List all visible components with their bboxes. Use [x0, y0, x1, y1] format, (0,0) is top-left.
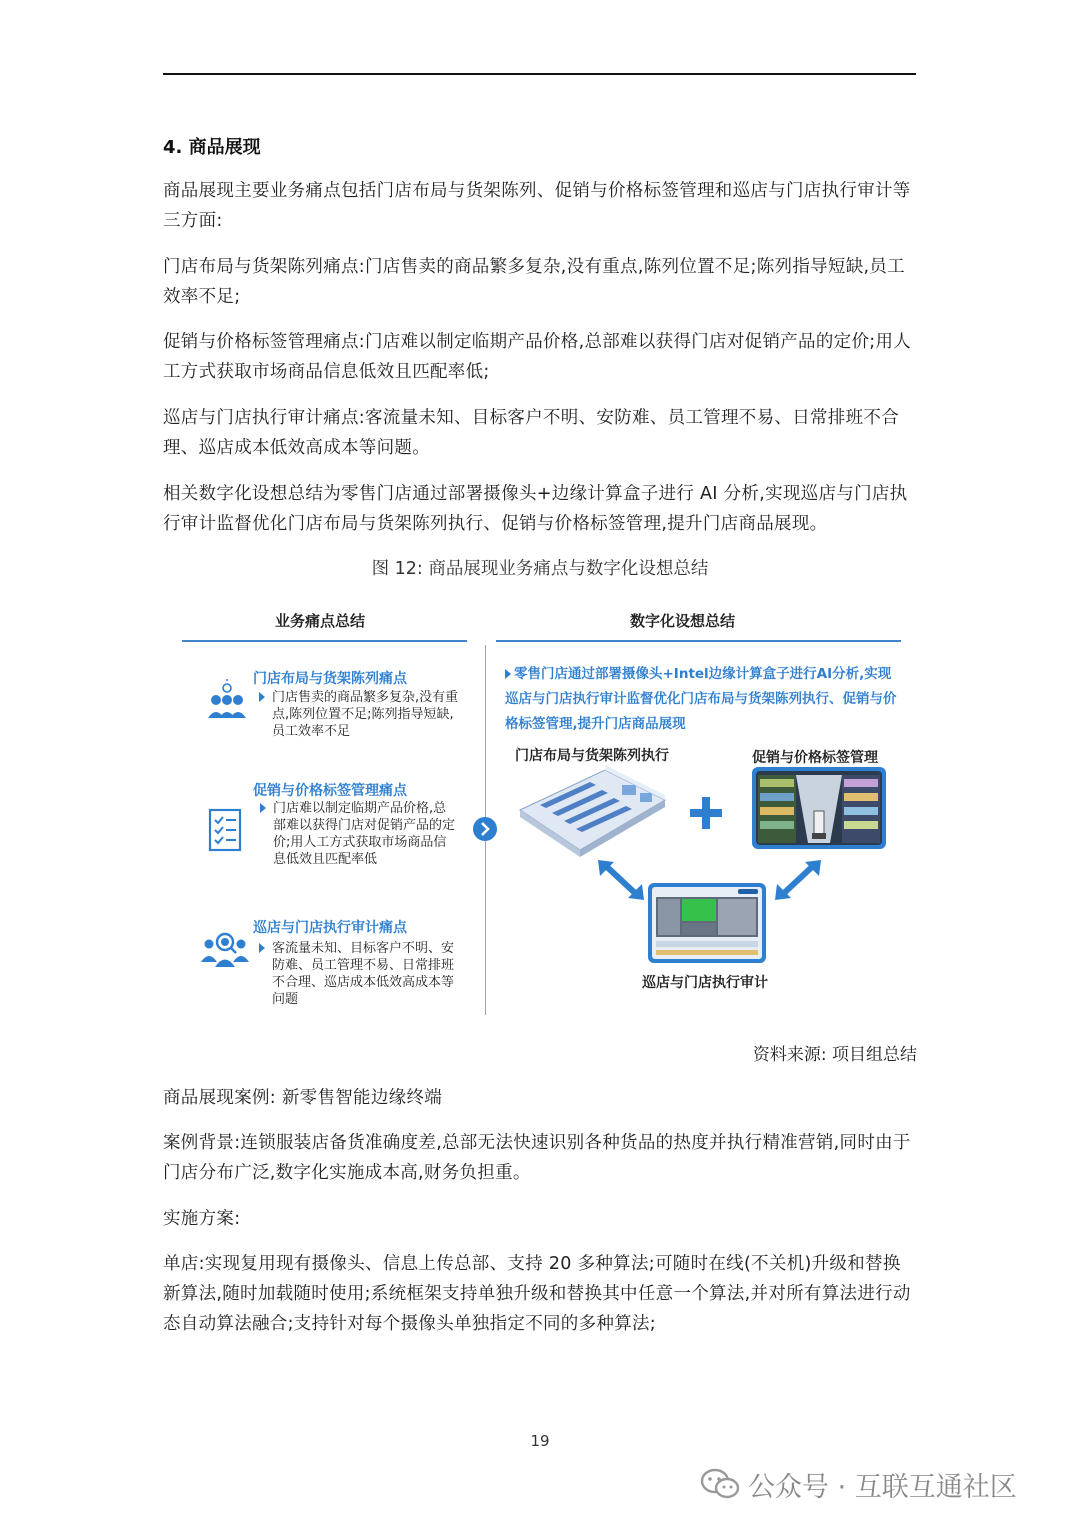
- people-search-icon: [200, 930, 250, 968]
- paragraph-digital-summary: 相关数字化设想总结为零售门店通过部署摄像头+边缘计算盒子进行 AI 分析,实现巡店与门店执行审计监督优化门店布局与货架陈列执行、促销与价格标签管理,提升门店商品展现。: [163, 484, 908, 534]
- team-icon: [205, 678, 249, 722]
- store-layout-image: [510, 765, 670, 860]
- pain-desc-promo: [273, 800, 458, 868]
- paragraph-promo-pain: 促销与价格标签管理痛点:门店难以制定临期产品价格,总部难以获得门店对促销产品的定价;用人工方式获取市场商品信息低效且匹配率低;: [163, 332, 912, 382]
- pain-title-promo: 促销与价格标签管理痛点: [253, 783, 407, 799]
- pain-desc-audit: [272, 940, 462, 1008]
- audit-dashboard-image: [648, 883, 766, 963]
- case-single-store: 单店:实现复用现有摄像头、信息上传总部、支持 20 多种算法;可随时在线(不关机)升级和替换新算法,随时加载随时使用;系统框架支持单独升级和替换其中任意一个算法,并对所有算法进行动态自动算法融合;支持针对每个摄像头单独指定不同的多种算法;: [163, 1254, 911, 1334]
- label-promo: 促销与价格标签管理: [752, 750, 878, 766]
- wechat-icon: [700, 1467, 740, 1501]
- bullet-icon: [259, 943, 265, 953]
- pain-title-audit: 巡店与门店执行审计痛点: [253, 920, 407, 936]
- case-title: 商品展现案例: 新零售智能边缘终端: [163, 1088, 443, 1108]
- figure-caption: 图 12: 商品展现业务痛点与数字化设想总结: [371, 559, 709, 579]
- digital-summary-text: 零售门店通过部署摄像头+Intel边缘计算盒子进行AI分析,实现巡店与门店执行审计监督优化门店布局与货架陈列执行、促销与价格标签管理,提升门店商品展现: [505, 666, 897, 732]
- pain-desc-audit-text: 客流量未知、目标客户不明、安防难、员工管理不易、日常排班不合理、巡店成本低效高成本等问题: [272, 941, 455, 1007]
- chevron-right-icon: [472, 816, 498, 842]
- watermark: [700, 1464, 1060, 1504]
- bullet-icon: [260, 803, 266, 813]
- page-number: 19: [530, 1432, 550, 1450]
- pain-title-layout: 门店布局与货架陈列痛点: [253, 671, 407, 687]
- left-header: 业务痛点总结: [275, 612, 366, 630]
- checklist-icon: [208, 808, 242, 852]
- double-arrow-left-icon: [598, 860, 644, 900]
- digital-summary: [505, 662, 900, 737]
- supermarket-shelf-image: [752, 767, 886, 849]
- right-header: 数字化设想总结: [630, 612, 736, 630]
- bullet-icon: [259, 692, 265, 702]
- double-arrow-right-icon: [775, 860, 821, 900]
- header-rule: [163, 73, 916, 75]
- pain-desc-layout: [272, 689, 464, 740]
- label-audit: 巡店与门店执行审计: [642, 975, 768, 991]
- case-background: 案例背景:连锁服装店备货准确度差,总部无法快速识别各种货品的热度并执行精准营销,同时由于门店分布广泛,数字化实施成本高,财务负担重。: [163, 1133, 911, 1183]
- figure-source: 资料来源: 项目组总结: [752, 1045, 917, 1065]
- bullet-icon: [505, 669, 511, 679]
- pain-desc-promo-text: 门店难以制定临期产品价格,总部难以获得门店对促销产品的定价;用人工方式获取市场商品信息低效且匹配率低: [273, 801, 456, 867]
- paragraph-layout-pain: 门店布局与货架陈列痛点:门店售卖的商品繁多复杂,没有重点,陈列位置不足;陈列指导短缺,员工效率不足;: [163, 257, 905, 307]
- section-heading: 4. 商品展现: [163, 137, 261, 158]
- label-layout: 门店布局与货架陈列执行: [515, 748, 669, 764]
- right-header-line: [496, 640, 901, 642]
- case-plan-label: 实施方案:: [163, 1209, 241, 1229]
- paragraph-audit-pain: 巡店与门店执行审计痛点:客流量未知、目标客户不明、安防难、员工管理不易、日常排班不合理、巡店成本低效高成本等问题。: [163, 408, 899, 458]
- watermark-text: 公众号 · 互联互通社区: [748, 1471, 1017, 1503]
- left-header-line: [182, 640, 467, 642]
- pain-desc-layout-text: 门店售卖的商品繁多复杂,没有重点,陈列位置不足;陈列指导短缺,员工效率不足: [272, 690, 459, 739]
- plus-icon: [688, 795, 724, 831]
- figure-12: [180, 600, 905, 1020]
- paragraph-intro: 商品展现主要业务痛点包括门店布局与货架陈列、促销与价格标签管理和巡店与门店执行审计等三方面:: [163, 181, 911, 231]
